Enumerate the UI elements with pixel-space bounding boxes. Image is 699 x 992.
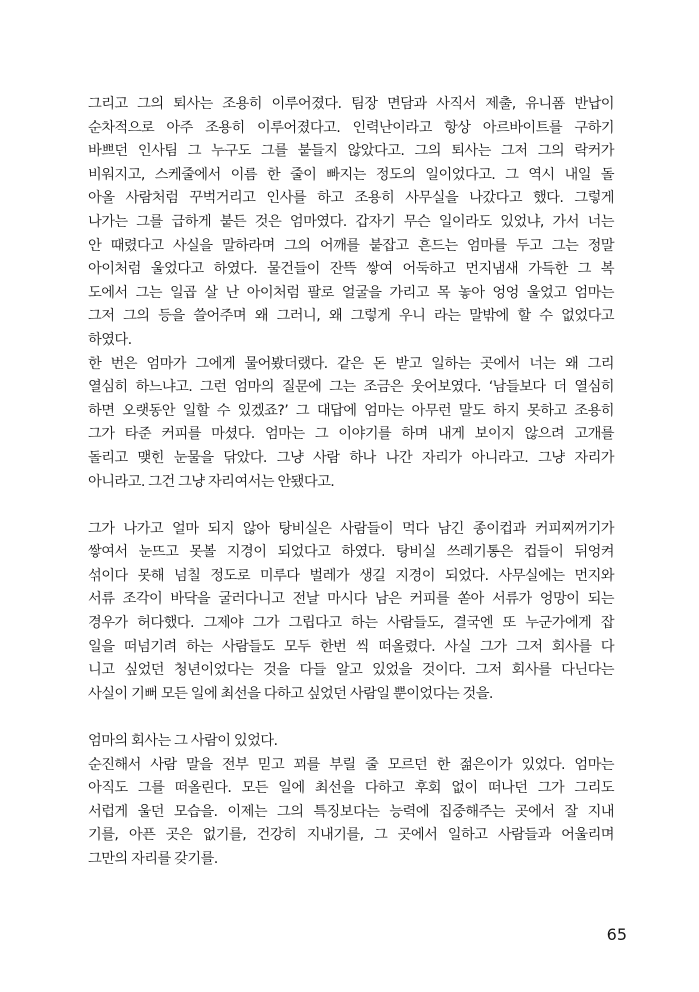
paragraph-4 bbox=[88, 730, 614, 872]
text-line: 서럽게 울던 모습을. 이제는 그의 특징보다는 능력에 집중해주는 곳에서 잘 지내 bbox=[88, 803, 614, 820]
text-line: 도에서 그는 일곱 살 난 아이처럼 팔로 얼굴을 가리고 목 놓아 엉엉 울었고 엄마는 bbox=[88, 284, 614, 301]
paragraph-spacer bbox=[88, 706, 614, 730]
text-line: 그가 나가고 얼마 되지 않아 탕비실은 사람들이 먹다 남긴 종이컵과 커피찌꺼기가 bbox=[88, 520, 614, 537]
paragraph-1 bbox=[88, 93, 614, 353]
text-line: 쌓여서 눈뜨고 못볼 지경이 되었다고 하였다. 탕비실 쓰레기통은 컵들이 뒤엉켜 bbox=[88, 544, 614, 561]
text-line: 그가 타준 커피를 마셨다. 엄마는 그 이야기를 하며 내게 보이지 않으려 고개를 bbox=[88, 426, 614, 443]
text-line: 일을 떠넘기려 하는 사람들도 모두 한번 씩 떠올렸다. 사실 그가 그저 회사를 다 bbox=[88, 638, 614, 655]
page-number: 65 bbox=[606, 925, 627, 944]
text-line: 서류 조각이 바닥을 굴러다니고 전날 마시다 남은 커피를 쏟아 서류가 엉망이 되는 bbox=[88, 591, 614, 608]
text-line: 비워지고, 스케줄에서 이름 한 줄이 빠지는 정도의 일이었다고. 그 역시 내일 돌 bbox=[88, 166, 614, 183]
text-line: 아올 사람처럼 꾸벅거리고 인사를 하고 조용히 사무실을 나갔다고 했다. 그렇게 bbox=[88, 190, 614, 207]
paragraph-2 bbox=[88, 353, 614, 495]
text-line: 아직도 그를 떠올린다. 모든 일에 최선을 다하고 후회 없이 떠나던 그가 그리도 bbox=[88, 780, 614, 797]
text-line: 한 번은 엄마가 그에게 물어봤더랬다. 같은 돈 받고 일하는 곳에서 너는 왜 그리 bbox=[88, 355, 614, 372]
text-line: 엄마의 회사는 그 사람이 있었다. bbox=[88, 733, 278, 750]
text-line: 하면 오랫동안 일할 수 있겠죠?’ 그 대답에 엄마는 아무런 말도 하지 못하고 조용히 bbox=[88, 402, 614, 419]
text-line: 안 때렸다고 사실을 말하라며 그의 어깨를 붙잡고 흔드는 엄마를 두고 그는 정말 bbox=[88, 237, 614, 254]
text-line: 나가는 그를 급하게 붙든 것은 엄마였다. 갑자기 무슨 일이라도 있었냐, 가서 너는 bbox=[88, 213, 614, 230]
page-body bbox=[88, 93, 614, 872]
text-line: 아이처럼 울었다고 하였다. 물건들이 잔뜩 쌓여 어둑하고 먼지냄새 가득한 그 복 bbox=[88, 261, 614, 278]
text-line: 그리고 그의 퇴사는 조용히 이루어졌다. 팀장 면담과 사직서 제출, 유니폼 반납이 bbox=[88, 96, 614, 112]
text-line: 경우가 허다했다. 그제야 그가 그립다고 하는 사람들도, 결국엔 또 누군가에게 잡 bbox=[88, 615, 614, 632]
text-line: 섞이다 못해 넘칠 정도로 미루다 벌레가 생길 지경이 되었다. 사무실에는 먼지와 bbox=[88, 567, 614, 584]
text-line: 돌리고 맺힌 눈물을 닦았다. 그냥 사람 하나 나간 자리가 아니라고. 그냥 자리가 bbox=[88, 449, 614, 466]
text-line: 그저 그의 등을 쓸어주며 왜 그러니, 왜 그렇게 우니 라는 말밖에 할 수 없었다고 bbox=[88, 308, 614, 325]
text-line: 바쁘던 인사팀 그 누구도 그를 붙들지 않았다고. 그의 퇴사는 그저 그의 락커가 bbox=[88, 143, 614, 160]
text-line: 그만의 자리를 갖기를. bbox=[88, 851, 218, 867]
text-line: 기를, 아픈 곳은 없기를, 건강히 지내기를, 그 곳에서 일하고 사람들과 어울리며 bbox=[88, 827, 614, 844]
text-line: 사실이 기뻐 모든 일에 최선을 다하고 싶었던 사람일 뿐이었다는 것을. bbox=[88, 685, 493, 702]
paragraph-spacer bbox=[88, 494, 614, 518]
text-line: 아니라고. 그건 그냥 자리여서는 안됐다고. bbox=[88, 473, 335, 490]
text-line: 하였다. bbox=[88, 331, 132, 348]
paragraph-3 bbox=[88, 518, 614, 707]
text-line: 니고 싶었던 청년이었다는 것을 다들 알고 있었을 것이다. 그저 회사를 다닌다는 bbox=[88, 662, 614, 679]
text-line: 열심히 하느냐고. 그런 엄마의 질문에 그는 조금은 웃어보였다. ‘남들보다 더 열심히 bbox=[88, 379, 614, 396]
text-line: 순차적으로 아주 조용히 이루어졌다고. 인력난이라고 항상 아르바이트를 구하기 bbox=[88, 119, 614, 136]
text-line: 순진해서 사람 말을 전부 믿고 꾀를 부릴 줄 모르던 한 젊은이가 있었다. 엄마는 bbox=[88, 756, 614, 773]
